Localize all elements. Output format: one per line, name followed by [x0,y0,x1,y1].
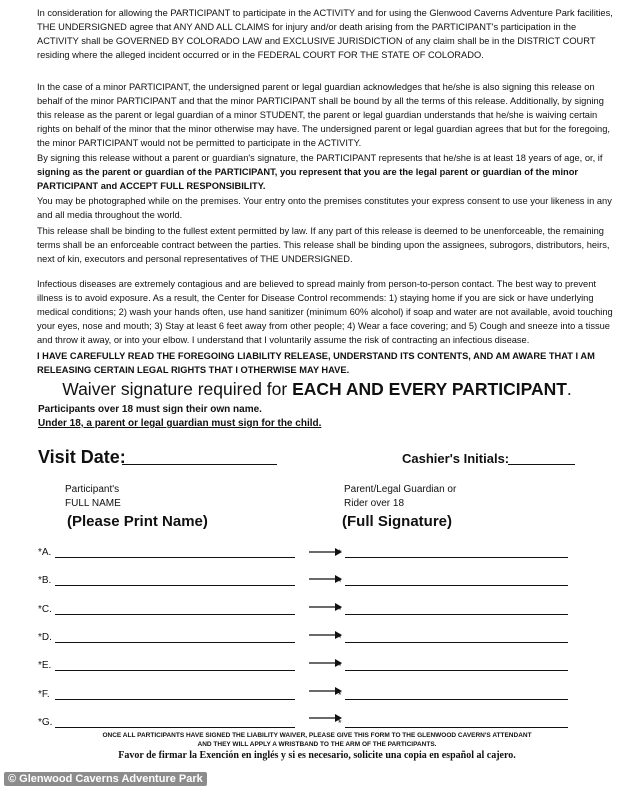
footer-instructions-line2: AND THEY WILL APPLY A WRISTBAND TO THE ARM OF THE PARTICIPANTS. [197,741,437,748]
footer-spanish-note: Favor de firmar la Exención en inglés y si es necesario, solicite una copia en español al cajero. [118,750,516,761]
row-label: *B. [38,575,52,586]
participant-name-field[interactable] [55,614,295,615]
row-label: *F. [38,689,50,700]
copyright-watermark: © Glenwood Caverns Adventure Park [4,772,207,786]
signature-title [0,379,634,400]
row-label: *C. [38,604,52,615]
row-label: *A. [38,547,52,558]
participant-column-title: (Please Print Name) [67,513,208,530]
cashier-initials-label: Cashier's Initials: [402,451,510,466]
guardian-header-line1: Parent/Legal Guardian or [344,484,457,495]
participant-header-line1: Participant's [65,484,120,495]
participant-column-header [65,483,121,511]
participant-name-field[interactable] [55,557,295,558]
paragraph-acknowledgement: I HAVE CAREFULLY READ THE FOREGOING LIABILITY RELEASE, UNDERSTAND ITS CONTENTS, AND AM AWARE THAT I AM RELEASING CERTAIN LEGAL RIGHTS THAT I OTHERWISE MAY HAVE. [37,351,595,375]
guardian-signature-field[interactable] [345,642,568,643]
participant-name-field[interactable] [55,699,295,700]
row-label: *G. [38,717,53,728]
age-representation-bold: signing as the parent or guardian of the PARTICIPANT, you represent that you are the legal parent or guardian of the minor PARTICIPANT and ACCEPT FULL RESPONSIBILITY. [37,167,579,191]
title-bold: EACH AND EVERY PARTICIPANT [292,379,567,399]
guardian-signature-field[interactable] [345,670,568,671]
guardian-column-header [344,483,456,511]
required-star: * [338,605,342,615]
visit-date-field[interactable] [122,464,277,465]
paragraph-jurisdiction: In consideration for allowing the PARTICIPANT to participate in the ACTIVITY and for using the Glenwood Caverns Adventure Park facilities, THE UNDERSIGNED agree that ANY AND ALL CLAIMS for injury and/or death arising from the PARTICIPANT's participation in the ACTIVITY shall be GOVERNED BY COLORADO LAW and EXCLUSIVE JURISDICTION of any claim shall be in the DISTRICT COURT residing where the alleged incident occurred or in the FEDERAL COURT FOR THE STATE OF COLORADO. [37,8,613,60]
participant-name-field[interactable] [55,585,295,586]
paragraph-binding: This release shall be binding to the fullest extent permitted by law. If any part of this release is deemed to be unenforceable, the remaining terms shall be an enforceable contract between the parties. This release shall be binding upon the assignees, subrogors, distributors, heirs, next of kin, executors and personal representatives of THE UNDERSIGNED. [37,226,610,264]
title-text: Waiver signature required for [62,379,293,399]
participant-header-line2: FULL NAME [65,498,121,509]
guardian-signature-field[interactable] [345,585,568,586]
participant-name-field[interactable] [55,670,295,671]
guardian-signature-field[interactable] [345,699,568,700]
required-star: * [338,718,342,728]
footer-instructions-line1: ONCE ALL PARTICIPANTS HAVE SIGNED THE LIABILITY WAIVER, PLEASE GIVE THIS FORM TO THE GLENWOOD CAVERN'S ATTENDANT [102,732,532,739]
guardian-signature-field[interactable] [345,557,568,558]
participant-name-field[interactable] [55,727,295,728]
required-star: * [338,548,342,558]
required-star: * [338,577,342,587]
participant-name-field[interactable] [55,642,295,643]
guardian-signature-field[interactable] [345,727,568,728]
title-end: . [566,379,572,399]
guardian-header-line2: Rider over 18 [344,498,405,509]
paragraph-infectious-disease: Infectious diseases are extremely contagious and are believed to spread mainly from person-to-person contact. The best way to prevent illness is to avoid exposure. As a result, the Center for Disease Control recommends: 1) staying home if you are sick or have underlying medical conditions; 2) wash your hands often, use hand sanitizer (minimum 60% alcohol) if soap and water are not available, avoid touching your eyes, nose and mouth; 3) Stay at least 6 feet away from other people; 4) Wear a face covering; and 5) Cough and sneeze into a tissue and throw it away, or into your elbow. I understand that I voluntarily assume the risk of contracting an infectious disease. [37,279,613,345]
row-label: *E. [38,660,52,671]
required-star: * [338,661,342,671]
paragraph-photography: You may be photographed while on the premises. Your entry onto the premises constitutes your express consent to use your likeness in any and all media throughout the world. [37,196,612,220]
paragraph-age-representation [37,151,615,193]
cashier-initials-field[interactable] [508,464,575,465]
age-representation-text: By signing this release without a parent or guardian's signature, the PARTICIPANT represents that he/she is at least 18 years of age, or, if [37,153,603,163]
visit-date-label: Visit Date: [38,447,126,467]
over-18-note: Participants over 18 must sign their own name. [38,404,262,415]
required-star: * [338,690,342,700]
under-18-note: Under 18, a parent or legal guardian must sign for the child. [38,418,322,429]
row-label: *D. [38,632,52,643]
guardian-column-title: (Full Signature) [342,513,452,530]
guardian-signature-field[interactable] [345,614,568,615]
required-star: * [338,633,342,643]
paragraph-minor-participant: In the case of a minor PARTICIPANT, the undersigned parent or legal guardian acknowledges that he/she is also signing this release on behalf of the minor PARTICIPANT and that the minor PARTICIPANT shall be bound by all the terms of this release. Additionally, by signing this release as the parent or legal guardian of a minor STUDENT, the parent or legal guardian understands that he/she is waiving certain rights on behalf of the minor that the minor otherwise may have. The undersigned parent or legal guardian agrees that but for the foregoing, the minor PARTICIPANT would not be permitted to participate in the ACTIVITY. [37,82,610,148]
